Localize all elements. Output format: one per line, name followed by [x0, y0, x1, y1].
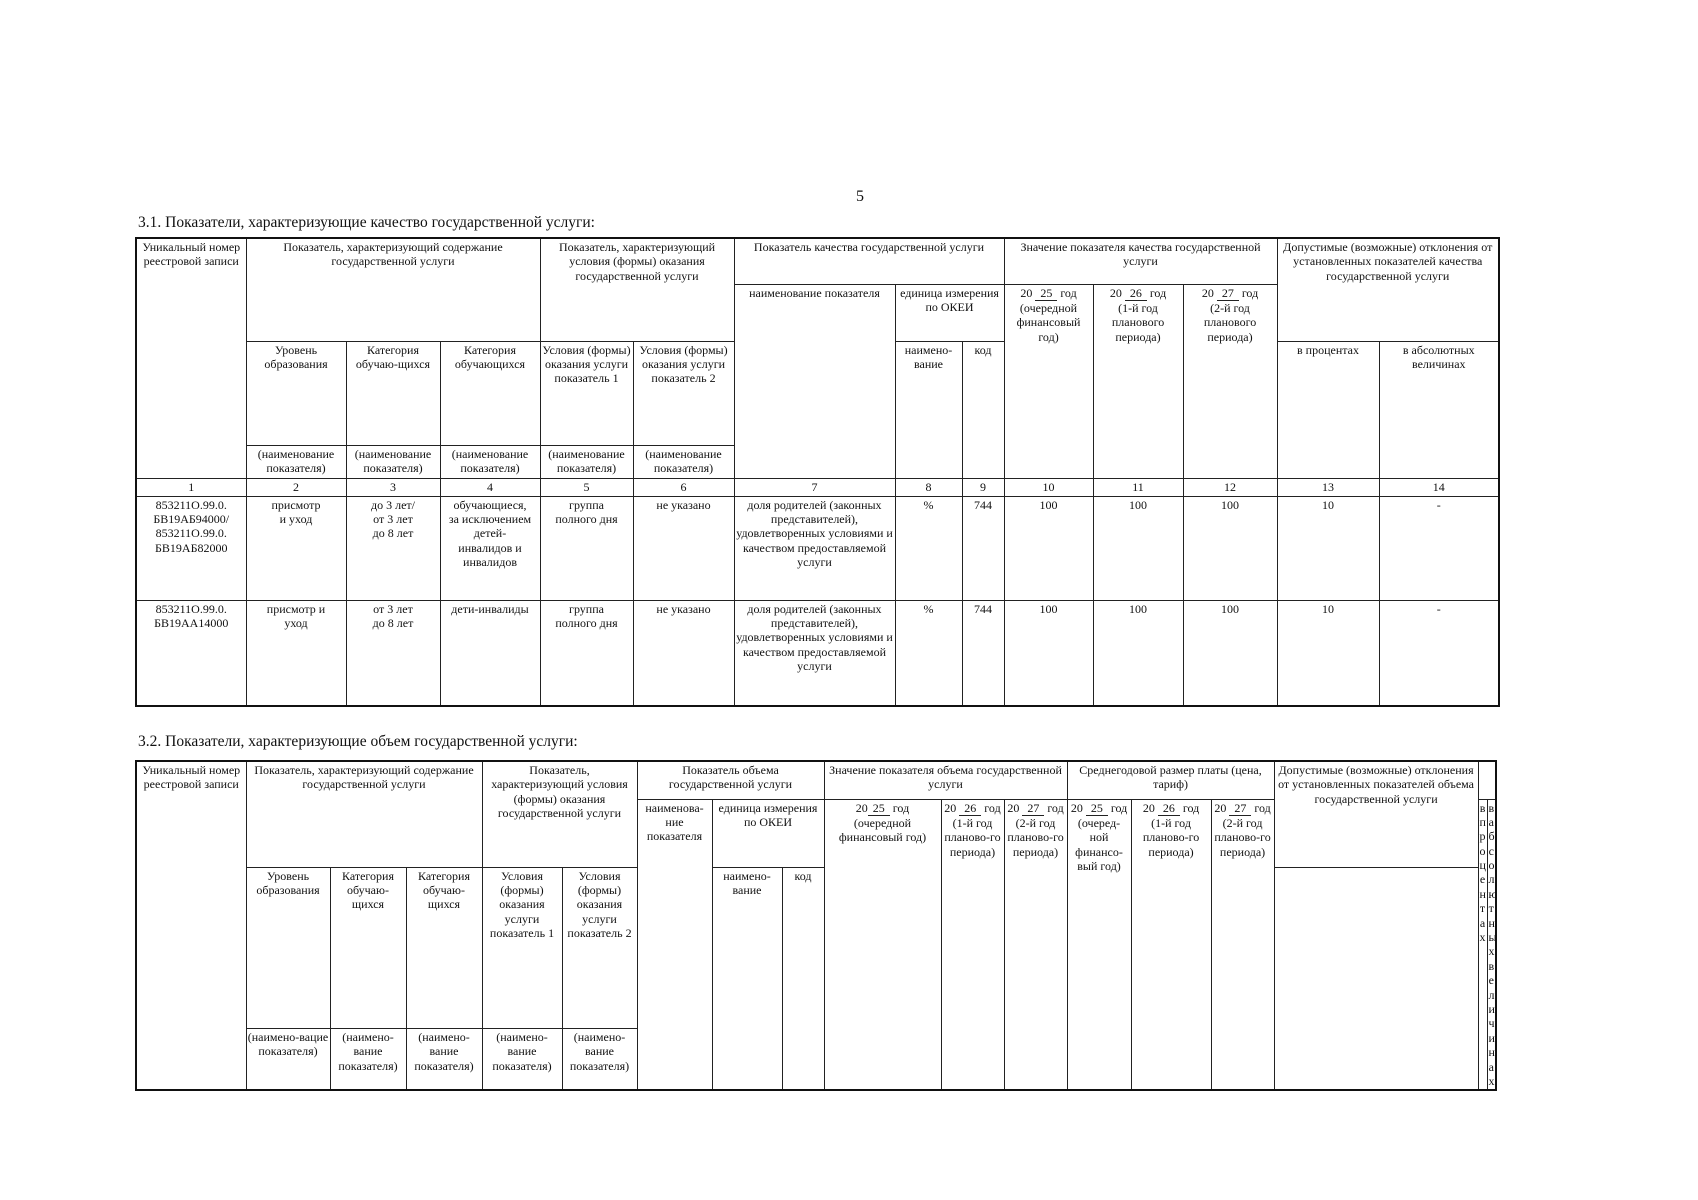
header-name-paren: (наименование показателя) — [540, 445, 633, 478]
header-avg-fee: Среднегодовой размер платы (цена, тариф) — [1067, 761, 1274, 799]
header-name-paren: (наименование показателя) — [346, 445, 440, 478]
header-unit-okei: единица измерения по ОКЕИ — [712, 799, 824, 867]
column-numbers-row — [136, 478, 1499, 496]
code-value: 744 — [962, 496, 1004, 600]
page-number: 5 — [856, 188, 864, 205]
header-student-category-1: Категория обучаю-щихся — [330, 867, 406, 1028]
value-2026: 100 — [1093, 600, 1183, 706]
unit-value: % — [895, 496, 962, 600]
table-row — [136, 600, 1499, 706]
header-condition-1: Условия (формы) оказания услуги показатель 1 — [482, 867, 562, 1028]
indicator-value: доля родителей (законных представителей), удовлетворенных условиями и качеством предоставляемой услуги — [734, 600, 895, 706]
student-category-value: обучающиеся, за исключением детей- инвалидов и инвалидов — [440, 496, 540, 600]
column-number: 1 — [136, 478, 246, 496]
header-fee-year-2026: 20 26 год (1-й год планово-го периода) — [1131, 799, 1211, 1090]
student-category-value: дети-инвалиды — [440, 600, 540, 706]
header-fee-year-2025: 20 25 год (очеред-ной финансо-вый год) — [1067, 799, 1131, 1090]
column-number: 7 — [734, 478, 895, 496]
condition-1-value: группа полного дня — [540, 496, 633, 600]
header-volume-year-2025: 20 25 год (очередной финансовый год) — [824, 799, 941, 1090]
header-unit-code: код — [962, 341, 1004, 478]
header-name-paren: (наименование показателя) — [246, 445, 346, 478]
header-student-category-2: Категория обучаю-щихся — [406, 867, 482, 1028]
age-category-value: до 3 лет/ от 3 лет до 8 лет — [346, 496, 440, 600]
column-number: 5 — [540, 478, 633, 496]
header-year-2026: 20 26 год (1-й год планового периода) — [1093, 284, 1183, 478]
header-deviations: Допустимые (возможные) отклонения от установленных показателей качества государственной услуги — [1277, 238, 1499, 341]
value-2026: 100 — [1093, 496, 1183, 600]
condition-1-value: группа полного дня — [540, 600, 633, 706]
deviation-absolute: - — [1379, 600, 1499, 706]
column-number: 10 — [1004, 478, 1093, 496]
column-number: 11 — [1093, 478, 1183, 496]
column-number: 3 — [346, 478, 440, 496]
registry-number: 853211О.99.0. БВ19АБ94000/ 853211О.99.0. БВ19АБ82000 — [136, 496, 246, 600]
header-name-paren: (наимено-вание показателя) — [562, 1028, 637, 1090]
deviation-percent: 10 — [1277, 600, 1379, 706]
header-in-absolute: в абсолютных величинах — [1487, 799, 1496, 1090]
column-number: 9 — [962, 478, 1004, 496]
header-unit-name: наимено-вание — [895, 341, 962, 478]
header-condition-2: Условия (формы) оказания услуги показатель 2 — [633, 341, 734, 445]
header-name-paren: (наименование показателя) — [440, 445, 540, 478]
column-number: 13 — [1277, 478, 1379, 496]
header-condition-1: Условия (формы) оказания услуги показатель 1 — [540, 341, 633, 445]
header-unit-okei: единица измерения по ОКЕИ — [895, 284, 1004, 341]
volume-indicators-table — [135, 760, 1497, 1091]
column-number: 2 — [246, 478, 346, 496]
header-unique-number: Уникальный номер реестровой записи — [136, 238, 246, 478]
header-name-paren: (наимено-вацие показателя) — [246, 1028, 330, 1090]
education-level-value: присмотр и уход — [246, 496, 346, 600]
header-education-level: Уровень образования — [246, 341, 346, 445]
header-volume-indicator: Показатель объема государственной услуги — [637, 761, 824, 799]
column-number: 4 — [440, 478, 540, 496]
header-unit-code: код — [782, 867, 824, 1090]
education-level-value: присмотр и уход — [246, 600, 346, 706]
header-volume-year-2027: 20 27 год (2-й год планово-го периода) — [1004, 799, 1067, 1090]
header-student-category-1: Категория обучаю-щихся — [346, 341, 440, 445]
header-content-indicator: Показатель, характеризующий содержание государственной услуги — [246, 238, 540, 341]
header-student-category-2: Категория обучающихся — [440, 341, 540, 445]
header-in-absolute: в абсолютных величинах — [1379, 341, 1499, 478]
value-2027: 100 — [1183, 600, 1277, 706]
column-number: 12 — [1183, 478, 1277, 496]
header-name-paren: (наимено-вание показателя) — [406, 1028, 482, 1090]
header-year-2027: 20 27 год (2-й год планового периода) — [1183, 284, 1277, 478]
header-in-percent: в процентах — [1277, 341, 1379, 478]
value-2025: 100 — [1004, 600, 1093, 706]
column-number: 6 — [633, 478, 734, 496]
header-fee-year-2027: 20 27 год (2-й год планово-го периода) — [1211, 799, 1274, 1090]
header-condition-2: Условия (формы) оказания услуги показатель 2 — [562, 867, 637, 1028]
age-category-value: от 3 лет до 8 лет — [346, 600, 440, 706]
deviation-percent: 10 — [1277, 496, 1379, 600]
header-name-paren: (наимено-вание показателя) — [330, 1028, 406, 1090]
header-conditions-indicator: Показатель, характеризующий условия (формы) оказания государственной услуги — [482, 761, 637, 867]
header-education-level: Уровень образования — [246, 867, 330, 1028]
header-indicator-name: наименова-ние показателя — [637, 799, 712, 1090]
header-unique-number: Уникальный номер реестровой записи — [136, 761, 246, 1090]
deviation-absolute: - — [1379, 496, 1499, 600]
section-title-quality: 3.1. Показатели, характеризующие качество государственной услуги: — [138, 214, 595, 231]
column-number: 8 — [895, 478, 962, 496]
code-value: 744 — [962, 600, 1004, 706]
value-2027: 100 — [1183, 496, 1277, 600]
condition-2-value: не указано — [633, 496, 734, 600]
header-volume-value: Значение показателя объема государственной услуги — [824, 761, 1067, 799]
indicator-value: доля родителей (законных представителей), удовлетворенных условиями и качеством предоставляемой услуги — [734, 496, 895, 600]
header-year-2025: 20 25 год (очередной финансовый год) — [1004, 284, 1093, 478]
condition-2-value: не указано — [633, 600, 734, 706]
quality-indicators-table — [135, 237, 1500, 707]
value-2025: 100 — [1004, 496, 1093, 600]
unit-value: % — [895, 600, 962, 706]
header-in-percent: в процентах — [1478, 799, 1487, 1090]
header-unit-name: наимено-вание — [712, 867, 782, 1090]
section-title-volume: 3.2. Показатели, характеризующие объем государственной услуги: — [138, 733, 578, 750]
registry-number: 853211О.99.0. БВ19АА14000 — [136, 600, 246, 706]
header-quality-indicator: Показатель качества государственной услуги — [734, 238, 1004, 284]
header-name-paren: (наименование показателя) — [633, 445, 734, 478]
header-indicator-name: наименование показателя — [734, 284, 895, 478]
table-row — [136, 496, 1499, 600]
header-name-paren: (наимено-вание показателя) — [482, 1028, 562, 1090]
header-deviations: Допустимые (возможные) отклонения от установленных показателей объема государственной услуги — [1274, 761, 1478, 867]
header-content-indicator: Показатель, характеризующий содержание государственной услуги — [246, 761, 482, 867]
header-conditions-indicator: Показатель, характеризующий условия (формы) оказания государственной услуги — [540, 238, 734, 341]
header-quality-value: Значение показателя качества государственной услуги — [1004, 238, 1277, 284]
header-volume-year-2026: 20 26 год (1-й год планово-го периода) — [941, 799, 1004, 1090]
column-number: 14 — [1379, 478, 1499, 496]
